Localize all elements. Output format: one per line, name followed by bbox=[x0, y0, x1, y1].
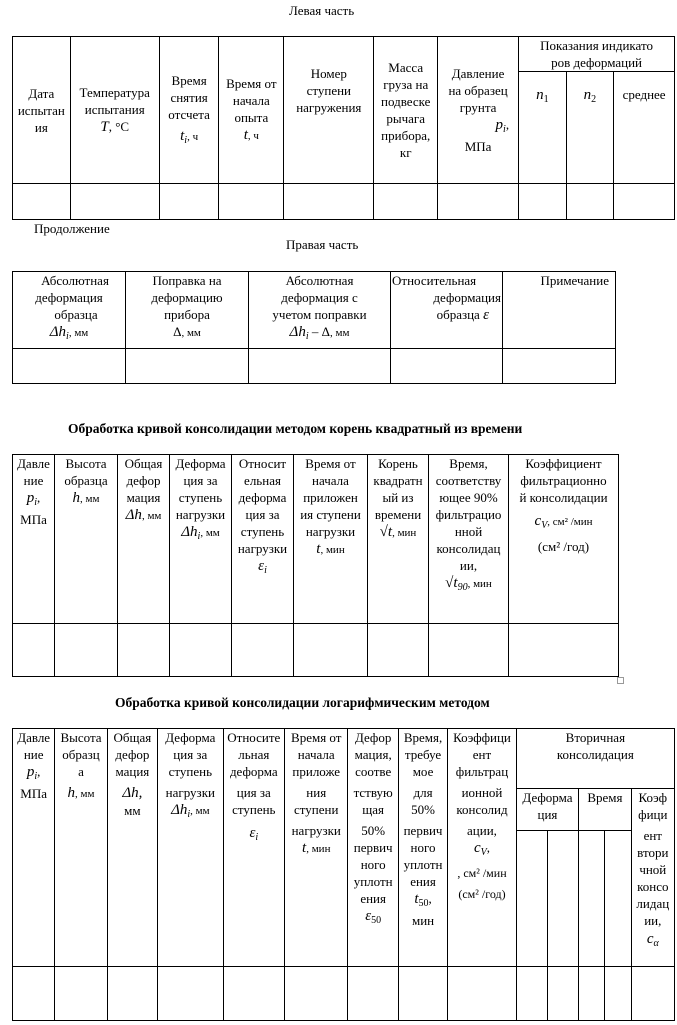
header-time: Время от начала приложен ия ступени нагрузки t, мин bbox=[294, 455, 368, 624]
cell-input[interactable] bbox=[509, 623, 619, 676]
cell-input[interactable] bbox=[159, 184, 219, 220]
cell-input[interactable] bbox=[516, 967, 547, 1021]
header-total-deformation: Общая дефор мация Δh, мм bbox=[107, 729, 157, 967]
cell-input[interactable] bbox=[13, 349, 126, 384]
left-part-title: Левая часть bbox=[289, 3, 355, 18]
cell-input[interactable] bbox=[348, 967, 398, 1021]
header-pressure: Давле ние $p_i$, МПа bbox=[13, 729, 55, 967]
log-method-table bbox=[12, 728, 675, 1021]
table-resize-handle[interactable] bbox=[617, 677, 624, 684]
header-step-deformation: Деформа ция за ступень нагрузки $\Delta h_i$, мм bbox=[170, 455, 232, 624]
left-part-table bbox=[12, 36, 675, 220]
cell-input[interactable] bbox=[391, 349, 503, 384]
cell-input[interactable] bbox=[614, 184, 675, 220]
cell-input[interactable] bbox=[631, 967, 674, 1021]
sqrt-method-title: Обработка кривой консолидации методом корень квадратный из времени bbox=[68, 421, 523, 436]
cell-input[interactable] bbox=[579, 967, 605, 1021]
cell-input[interactable] bbox=[374, 184, 438, 220]
header-step-deformation: Деформа ция за ступень нагрузки $\Delta h_i$, мм bbox=[158, 729, 223, 967]
cell-input[interactable] bbox=[126, 349, 249, 384]
cell-input[interactable] bbox=[605, 967, 631, 1021]
cell-input[interactable] bbox=[107, 967, 157, 1021]
cell-input[interactable] bbox=[55, 967, 107, 1021]
cell-input[interactable] bbox=[55, 623, 118, 676]
header-rel-deformation: Относительная деформация образца ε bbox=[391, 272, 503, 349]
cell-input[interactable] bbox=[223, 967, 284, 1021]
sub-cell bbox=[605, 831, 631, 967]
header-correction: Поправка на деформацию прибора Δ, мм bbox=[126, 272, 249, 349]
header-abs-deformation: Абсолютная деформация образца $\Delta h_i$, мм bbox=[13, 272, 126, 349]
log-method-title: Обработка кривой консолидации логарифмическим методом bbox=[115, 695, 490, 710]
cell-input[interactable] bbox=[519, 184, 567, 220]
cell-input[interactable] bbox=[13, 967, 55, 1021]
cell-input[interactable] bbox=[566, 184, 614, 220]
cell-input[interactable] bbox=[448, 967, 517, 1021]
header-time: Время от начала приложе ния ступени нагрузки t, мин bbox=[285, 729, 348, 967]
cell-input[interactable] bbox=[438, 184, 519, 220]
header-secondary-group: Вторичная консолидация bbox=[516, 729, 674, 789]
continuation-label: Продолжение bbox=[34, 221, 110, 236]
header-rel-deformation: Относите льная деформа ция за ступень $\varepsilon_i$ bbox=[223, 729, 284, 967]
header-t90: Время, соответству ющее 90% фильтрацио нной консолидац ии, $√t_{90}$, мин bbox=[429, 455, 509, 624]
cell-input[interactable] bbox=[429, 623, 509, 676]
header-note: Примечание bbox=[503, 272, 616, 349]
header-cv: Коэффици ент фильтрац ионной консолид ации, $c_V$, , см² /мин (см² /год) bbox=[448, 729, 517, 967]
header-n1: $n_1$ bbox=[519, 72, 567, 184]
header-pressure: Давление на образец грунта $p_i$, МПа bbox=[438, 37, 519, 184]
cell-input[interactable] bbox=[294, 623, 368, 676]
cell-input[interactable] bbox=[13, 623, 55, 676]
cell-input[interactable] bbox=[13, 184, 71, 220]
cell-input[interactable] bbox=[232, 623, 294, 676]
header-height: Высота образца h, мм bbox=[55, 455, 118, 624]
header-load-step: Номер ступени нагружения bbox=[284, 37, 374, 184]
cell-input[interactable] bbox=[219, 184, 284, 220]
cell-input[interactable] bbox=[170, 623, 232, 676]
cell-input[interactable] bbox=[285, 967, 348, 1021]
header-t50: Время, требуе мое для 50% первич ного уплотн ения $t_{50}$, мин bbox=[398, 729, 447, 967]
header-sec-deformation: Деформа ция bbox=[516, 789, 578, 831]
cell-input[interactable] bbox=[503, 349, 616, 384]
cell-input[interactable] bbox=[398, 967, 447, 1021]
cell-input[interactable] bbox=[547, 967, 578, 1021]
right-part-table bbox=[12, 271, 616, 384]
header-sec-coef: Коэф фици ент втори чной консо лидац ии, $c_\alpha$ bbox=[631, 789, 674, 967]
header-rel-deformation: Относит ельная деформа ция за ступень нагрузки $\varepsilon_i$ bbox=[232, 455, 294, 624]
header-abs-corrected: Абсолютная деформация с учетом поправки $\Delta h_i$ – Δ, мм bbox=[249, 272, 391, 349]
cell-input[interactable] bbox=[368, 623, 429, 676]
header-total-deformation: Общая дефор мация Δh, мм bbox=[118, 455, 170, 624]
header-n2: $n_2$ bbox=[566, 72, 614, 184]
sub-cell bbox=[547, 831, 578, 967]
header-sec-time: Время bbox=[579, 789, 631, 831]
sqrt-method-table bbox=[12, 454, 619, 677]
header-pressure: Давле ние $p_i$, МПа bbox=[13, 455, 55, 624]
cell-input[interactable] bbox=[118, 623, 170, 676]
cell-input[interactable] bbox=[284, 184, 374, 220]
header-date: Дата испытан ия bbox=[13, 37, 71, 184]
header-time-from-start: Время от начала опыта t, ч bbox=[219, 37, 284, 184]
header-temperature: Температура испытания T, °C bbox=[70, 37, 159, 184]
cell-input[interactable] bbox=[70, 184, 159, 220]
sub-cell bbox=[579, 831, 605, 967]
header-height: Высота образц а h, мм bbox=[55, 729, 107, 967]
header-indicators-group: Показания индикато ров деформаций bbox=[519, 37, 675, 72]
header-cv: Коэффициент фильтрационно й консолидации $c_V$, см² /мин (см² /год) bbox=[509, 455, 619, 624]
right-part-title: Правая часть bbox=[286, 237, 359, 252]
header-def50: Дефор мация, соотве тствую щая 50% первич ного уплотн ения $\varepsilon_{50}$ bbox=[348, 729, 398, 967]
header-average: среднее bbox=[614, 72, 675, 184]
sub-cell bbox=[516, 831, 547, 967]
header-reading-time: Время снятия отсчета $t_i$, ч bbox=[159, 37, 219, 184]
header-mass: Масса груза на подвеске рычага прибора, кг bbox=[374, 37, 438, 184]
header-sqrt-time: Корень квадратн ый из времени √t, мин bbox=[368, 455, 429, 624]
cell-input[interactable] bbox=[158, 967, 223, 1021]
cell-input[interactable] bbox=[249, 349, 391, 384]
